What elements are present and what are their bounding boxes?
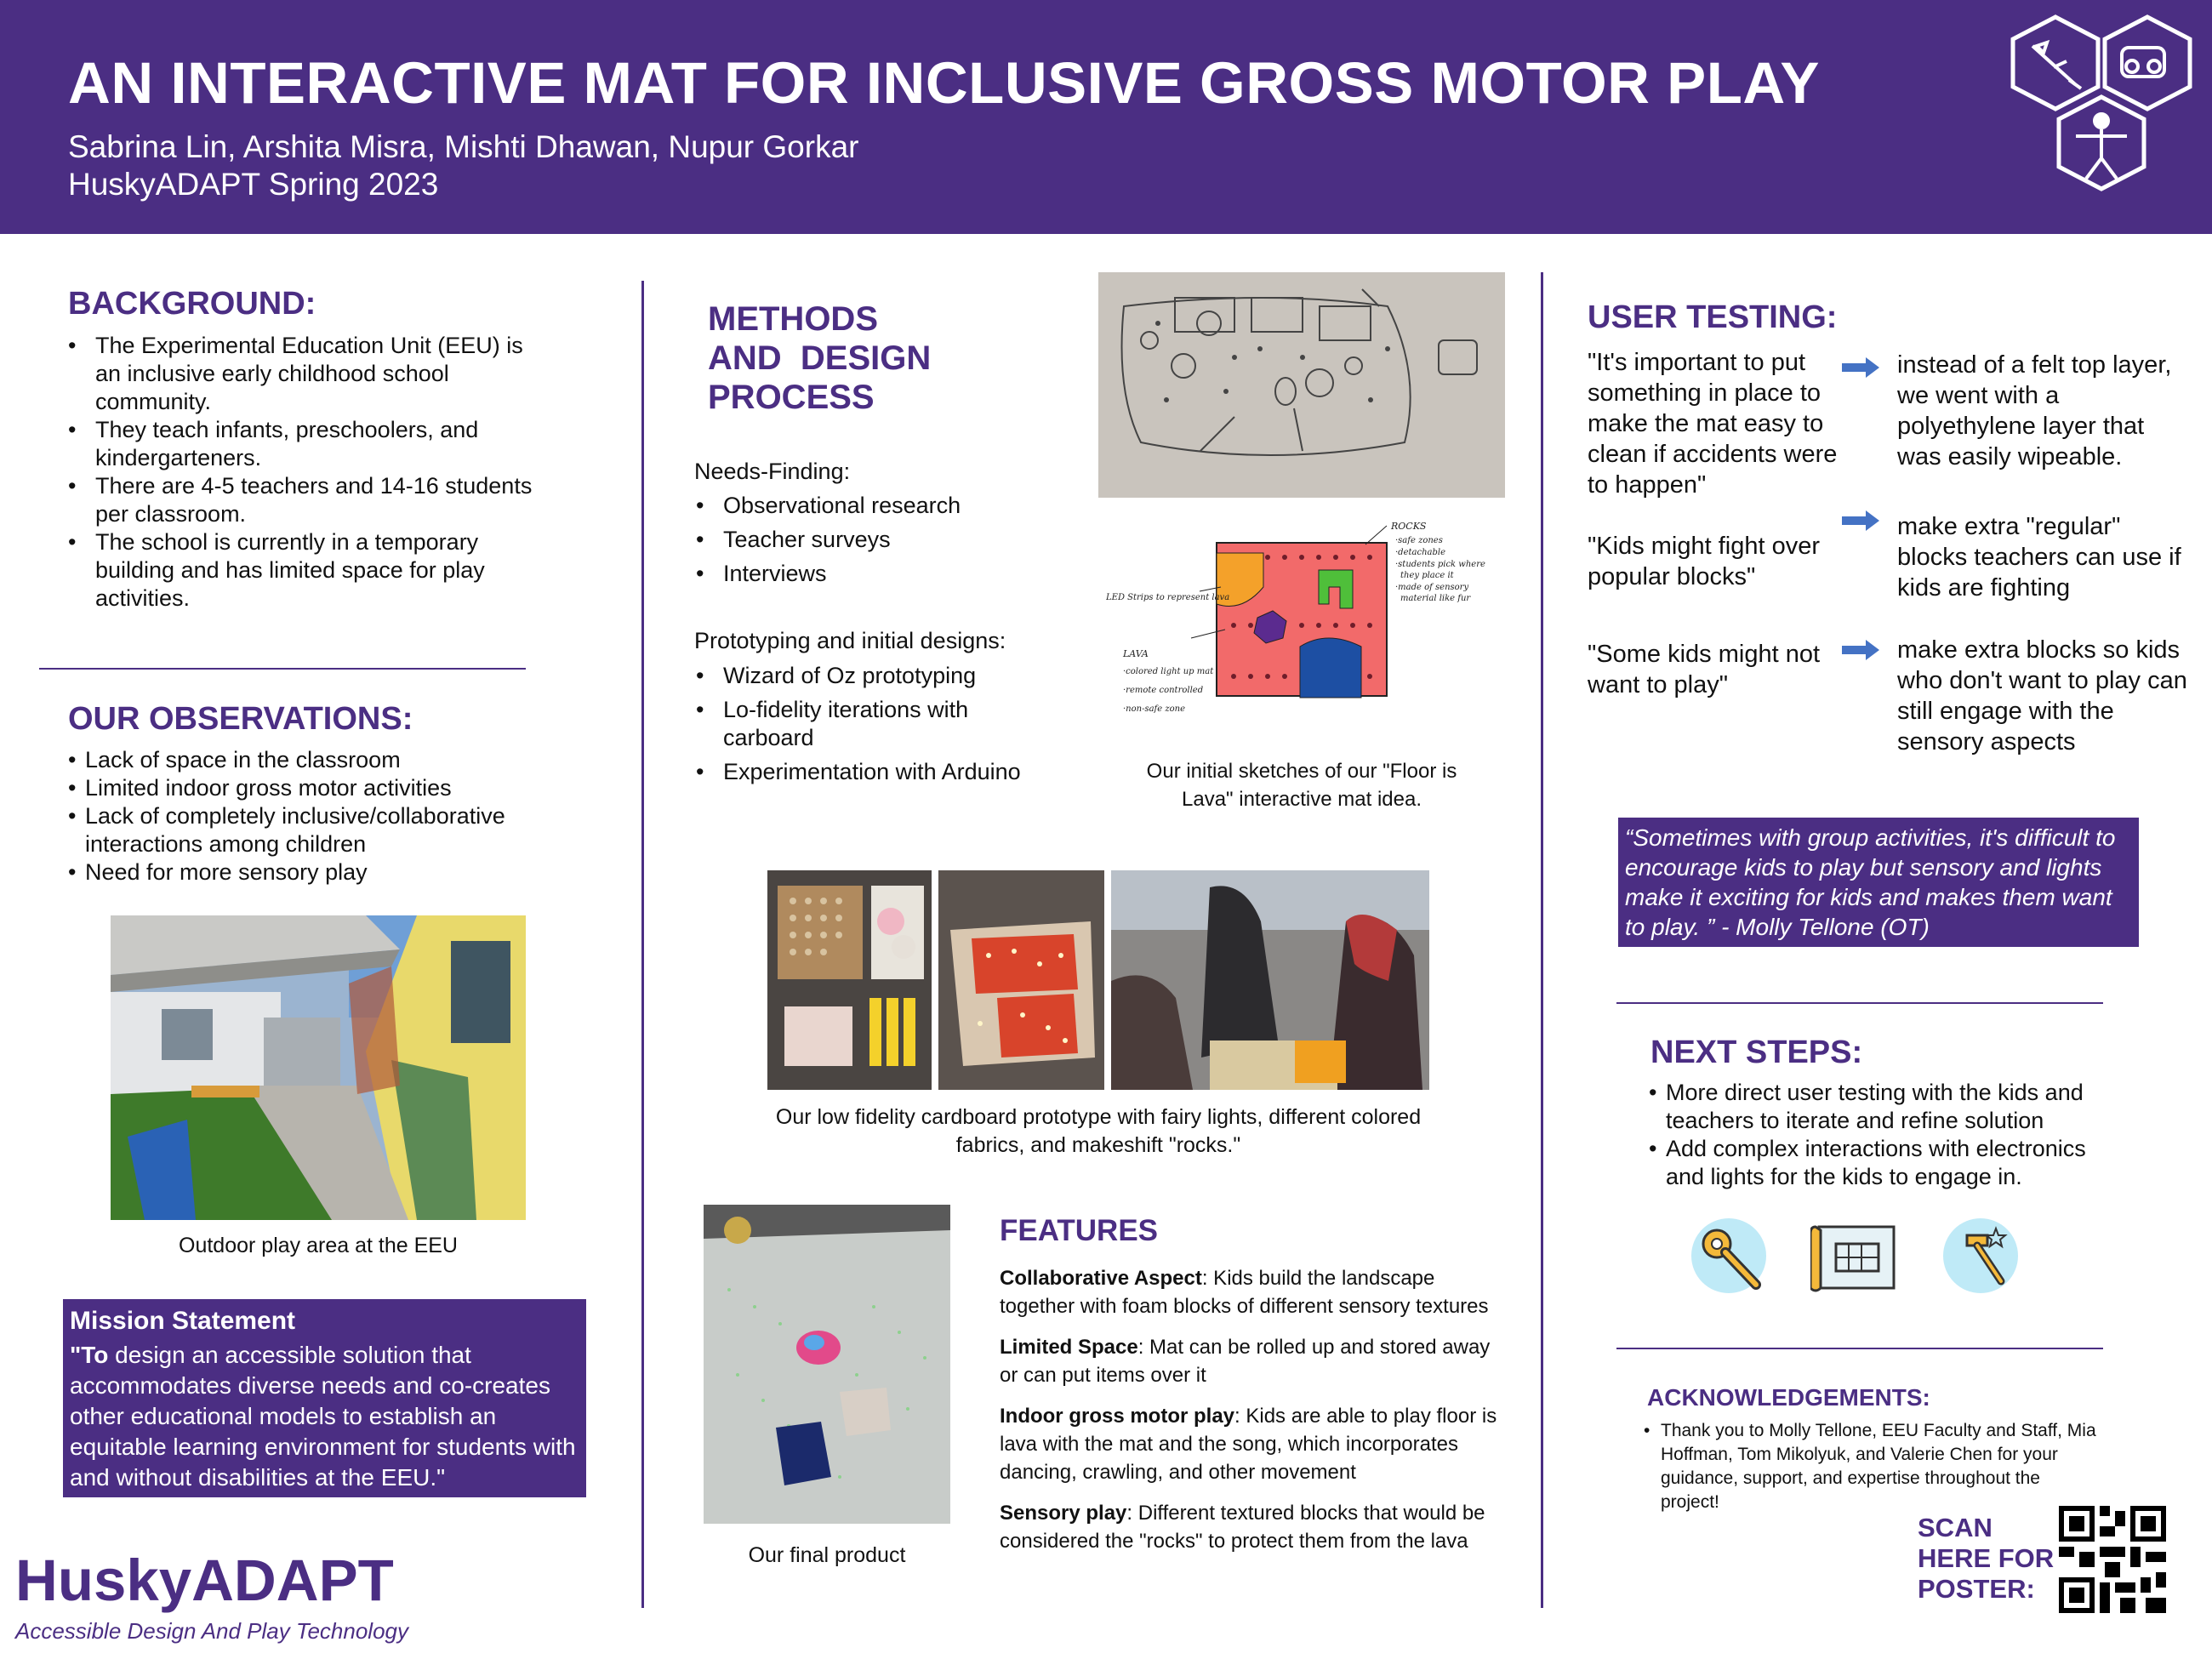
sketch-label-lava: LAVA: [1123, 648, 1149, 659]
list-item: • Limited indoor gross motor activities: [68, 774, 562, 802]
arrow-right-icon: [1842, 510, 1879, 531]
final-product-photo: [704, 1205, 950, 1524]
list-item: • Teacher surveys: [694, 526, 1052, 554]
sketch-label-rocks: ROCKS: [1391, 521, 1427, 532]
final-product-caption: Our final product: [748, 1543, 906, 1567]
divider: [1616, 1002, 2103, 1004]
scan-label: SCAN HERE FOR POSTER:: [1918, 1513, 2055, 1604]
huskyadapt-wordmark: HuskyADAPT: [15, 1548, 394, 1613]
svg-text:·safe zones: ·safe zones: [1395, 536, 1443, 545]
svg-text:·detachable: ·detachable: [1395, 548, 1445, 557]
svg-text:·students pick where: ·students pick where: [1395, 560, 1485, 569]
list-item: • Observational research: [694, 492, 1052, 520]
list-item: • Experimentation with Arduino: [694, 758, 1052, 786]
cardboard-prototype-photos: [767, 870, 1429, 1090]
methods-heading: METHODS AND DESIGN PROCESS: [708, 300, 932, 416]
user-testing-action-3: make extra blocks so kids who don't want to play can still engage with the sensory aspects: [1897, 636, 2187, 755]
observations-list: [68, 746, 562, 887]
needs-finding-list: [694, 492, 1052, 588]
arrow-right-icon: [1842, 640, 1879, 660]
background-heading: BACKGROUND:: [68, 286, 316, 322]
svg-text:they place it: they place it: [1400, 571, 1454, 580]
program-term: HuskyADAPT Spring 2023: [68, 167, 439, 202]
user-testing-quote-1: "It's important to put something in place to make the mat easy to clean if accidents were to happen": [1588, 349, 1838, 499]
mission-text: design an accessible solution that accommodates diverse needs and co-creates other educational models to establish an equitable learning environment for students with and without disabilities at the EEU.": [70, 1342, 576, 1491]
sketch-caption: Our initial sketches of our "Floor is Lava" interactive mat idea.: [1146, 760, 1457, 811]
column-divider: [1541, 272, 1543, 1608]
list-item: • Thank you to Molly Tellone, EEU Faculty and Staff, Mia Hoffman, Tom Mikolyuk, and Valerie Chen for your guidance, support, and expertise throughout the project!: [1644, 1419, 2103, 1514]
list-item: • Wizard of Oz prototyping: [694, 662, 1052, 690]
colored-sketch-image: [1106, 519, 1506, 732]
feature-collaborative: Collaborative Aspect: Kids build the landscape together with foam blocks of different sensory textures: [1000, 1267, 1489, 1318]
svg-text:·colored light up mat: ·colored light up mat: [1123, 667, 1214, 676]
feature-limited-space: Limited Space: Mat can be rolled up and stored away or can put items over it: [1000, 1336, 1491, 1387]
features-list: [1000, 1264, 1510, 1568]
divider: [1616, 1348, 2103, 1349]
features-heading: FEATURES: [1000, 1214, 1159, 1247]
list-item: • They teach infants, preschoolers, and kindergarteners.: [66, 416, 551, 472]
user-testing-action-2: make extra "regular" blocks teachers can use if kids are fighting: [1897, 513, 2181, 601]
svg-text:·made of sensory: ·made of sensory: [1395, 583, 1469, 592]
background-list: [66, 332, 551, 613]
mission-title: Mission Statement: [70, 1307, 296, 1335]
next-steps-list: [1649, 1079, 2125, 1191]
list-item: • Lack of completely inclusive/collaborative interactions among children: [68, 802, 562, 858]
acknowledgements-list: [1644, 1419, 2103, 1514]
outdoor-photo-caption: Outdoor play area at the EEU: [179, 1234, 458, 1257]
prototyping-label: Prototyping and initial designs:: [694, 628, 1006, 653]
observations-heading: OUR OBSERVATIONS:: [68, 701, 413, 737]
huskyadapt-tagline: Accessible Design And Play Technology: [15, 1618, 409, 1644]
svg-text:·remote controlled: ·remote controlled: [1123, 686, 1204, 695]
acknowledgements-heading: ACKNOWLEDGEMENTS:: [1647, 1384, 1930, 1411]
teacher-quote-box: “Sometimes with group activities, it's difficult to encourage kids to play but sensory and lights make it exciting for kids and makes them want to play. ” - Molly Tellone (OT): [1618, 818, 2139, 947]
prototyping-list: [694, 662, 1052, 786]
mission-statement-box: [63, 1299, 586, 1497]
column-divider: [641, 281, 644, 1608]
next-steps-heading: NEXT STEPS:: [1650, 1035, 1863, 1070]
feature-sensory: Sensory play: Different textured blocks that would be considered the "rocks" to protect them from the lava: [1000, 1502, 1485, 1553]
mission-body: [70, 1340, 579, 1493]
prototype-caption: Our low fidelity cardboard prototype with fairy lights, different colored fabrics, and makeshift "rocks.": [775, 1105, 1422, 1157]
feature-gross-motor: Indoor gross motor play: Kids are able to play floor is lava with the mat and the song, which incorporates dancing, crawling, and other movement: [1000, 1405, 1497, 1484]
list-item: • Interviews: [694, 560, 1052, 588]
user-testing-action-1: instead of a felt top layer, we went with a polyethylene layer that was easily wipeable.: [1897, 351, 2172, 470]
list-item: • Add complex interactions with electronics and lights for the kids to engage in.: [1649, 1135, 2125, 1191]
authors: Sabrina Lin, Arshita Misra, Mishti Dhawan, Nupur Gorkar: [68, 129, 859, 164]
arrow-right-icon: [1842, 357, 1879, 378]
list-item: • The Experimental Education Unit (EEU) is an inclusive early childhood school community.: [66, 332, 551, 416]
pencil-sketch-image: [1098, 272, 1505, 498]
list-item: • Need for more sensory play: [68, 858, 562, 887]
user-testing-heading: USER TESTING:: [1588, 299, 1838, 335]
list-item: • More direct user testing with the kids and teachers to iterate and refine solution: [1649, 1079, 2125, 1135]
divider: [39, 668, 526, 670]
list-item: • There are 4-5 teachers and 14-16 students per classroom.: [66, 472, 551, 528]
needs-finding-label: Needs-Finding:: [694, 459, 851, 484]
sketch-label-led: LED Strips to represent lava: [1106, 593, 1230, 602]
blueprint-icon: [1810, 1220, 1897, 1295]
user-testing-quote-3: "Some kids might not want to play": [1588, 641, 1821, 698]
svg-text:material like fur: material like fur: [1400, 594, 1471, 603]
outdoor-play-area-photo: [111, 915, 526, 1220]
mission-quote-open: "To: [70, 1342, 109, 1368]
wrench-icon: [1690, 1217, 1768, 1295]
qr-code-icon[interactable]: [2059, 1506, 2166, 1613]
svg-text:·non-safe zone: ·non-safe zone: [1123, 704, 1185, 714]
list-item: • Lo-fidelity iterations with carboard: [694, 696, 1052, 752]
list-item: • Lack of space in the classroom: [68, 746, 562, 774]
hammer-icon: [1941, 1217, 2020, 1295]
user-testing-quote-2: "Kids might fight over popular blocks": [1588, 533, 1821, 590]
huskyadapt-hex-logo-icon: [2003, 12, 2198, 195]
poster-title: AN INTERACTIVE MAT FOR INCLUSIVE GROSS MOTOR PLAY: [68, 50, 1820, 116]
list-item: • The school is currently in a temporary building and has limited space for play activities.: [66, 528, 551, 613]
